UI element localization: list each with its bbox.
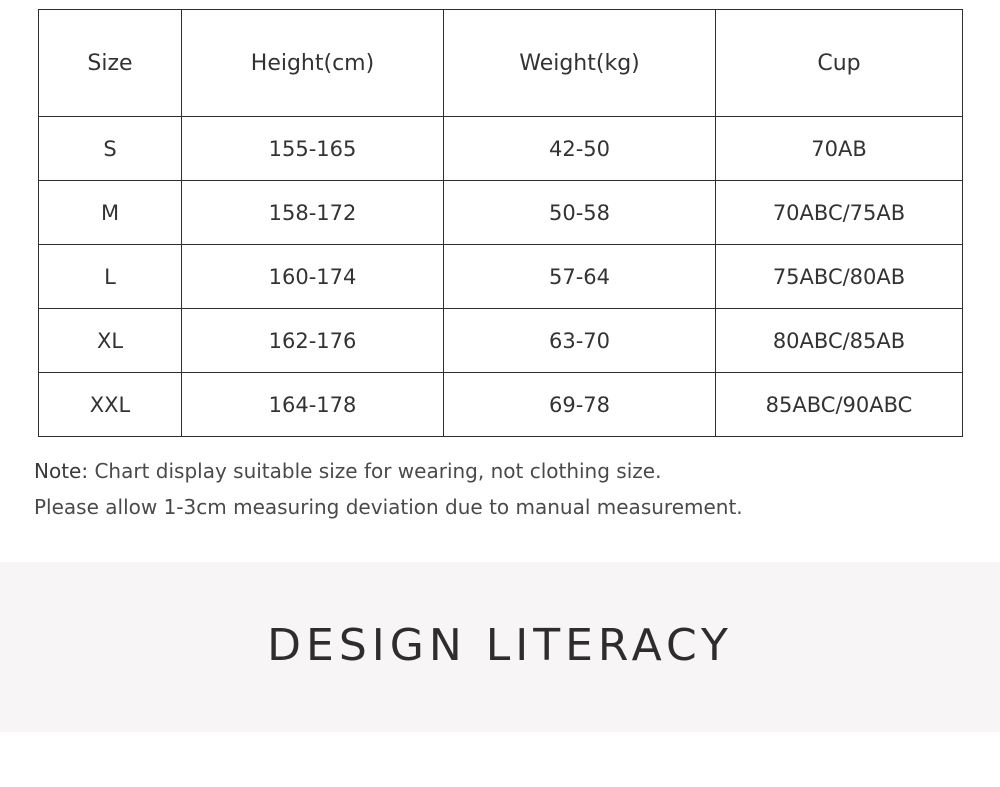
table-row [39, 181, 963, 245]
cell-cup: 70AB [716, 117, 963, 181]
table-row [39, 117, 963, 181]
note-label: Note: [34, 459, 89, 483]
cell-height: 155-165 [182, 117, 444, 181]
size-notes [34, 453, 743, 525]
cell-cup: 80ABC/85AB [716, 309, 963, 373]
table-row [39, 245, 963, 309]
cell-size: S [39, 117, 182, 181]
cell-weight: 57-64 [444, 245, 716, 309]
table-row [39, 309, 963, 373]
size-chart-table [38, 9, 963, 437]
note-line-1 [34, 453, 743, 489]
cell-height: 164-178 [182, 373, 444, 437]
header-weight: Weight(kg) [444, 10, 716, 117]
header-size: Size [39, 10, 182, 117]
cell-weight: 69-78 [444, 373, 716, 437]
cell-weight: 42-50 [444, 117, 716, 181]
cell-size: M [39, 181, 182, 245]
cell-size: XL [39, 309, 182, 373]
cell-weight: 50-58 [444, 181, 716, 245]
cell-weight: 63-70 [444, 309, 716, 373]
cell-cup: 75ABC/80AB [716, 245, 963, 309]
cell-size: L [39, 245, 182, 309]
cell-cup: 85ABC/90ABC [716, 373, 963, 437]
header-height: Height(cm) [182, 10, 444, 117]
header-cup: Cup [716, 10, 963, 117]
cell-height: 158-172 [182, 181, 444, 245]
cell-height: 162-176 [182, 309, 444, 373]
table-row [39, 373, 963, 437]
note-line-2: Please allow 1-3cm measuring deviation due to manual measurement. [34, 495, 743, 519]
cell-cup: 70ABC/75AB [716, 181, 963, 245]
cell-size: XXL [39, 373, 182, 437]
table-header-row [39, 10, 963, 117]
note-text: Chart display suitable size for wearing, not clothing size. [88, 459, 662, 483]
banner-title: DESIGN LITERACY [267, 620, 733, 671]
cell-height: 160-174 [182, 245, 444, 309]
